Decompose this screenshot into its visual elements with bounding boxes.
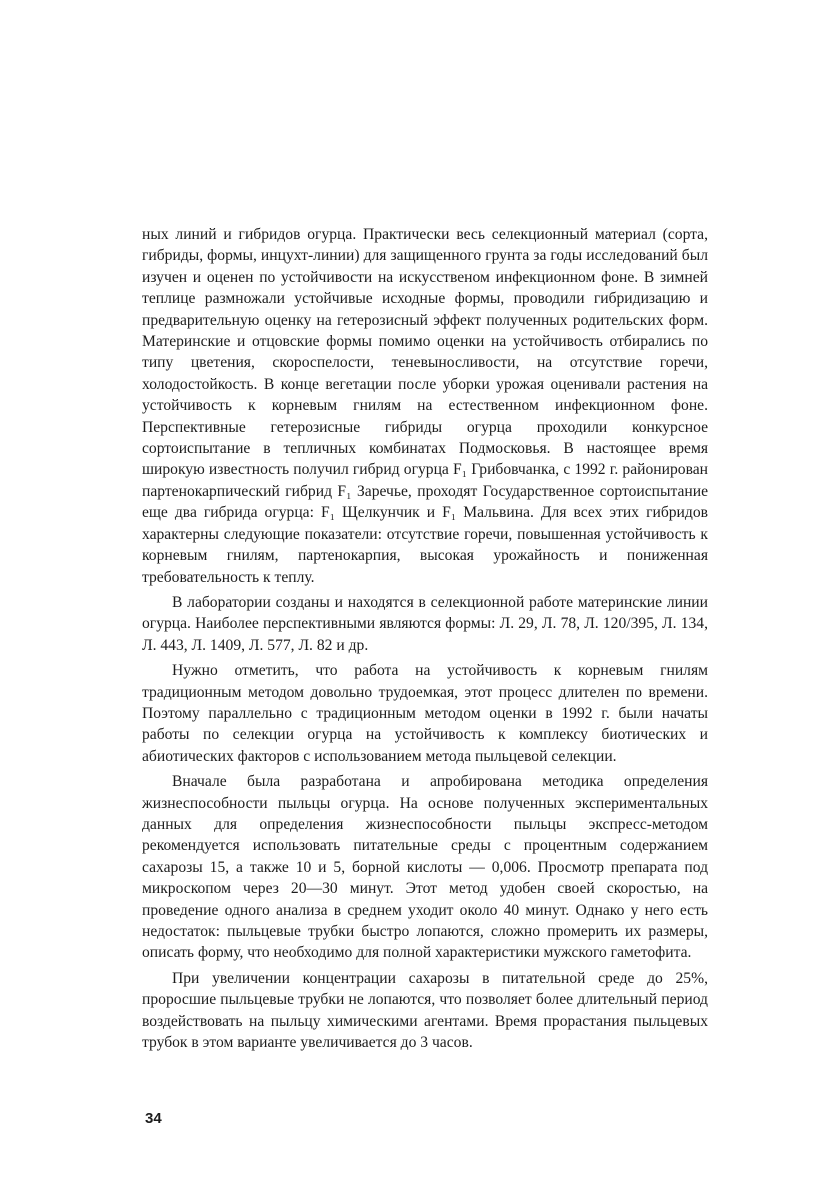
- page-number: 34: [145, 1110, 162, 1127]
- paragraph-2: В лаборатории созданы и находятся в селекционной работе материнские линии огурца. Наиболее перспективными являются формы: Л. 29, Л. 78, Л. 120/395, Л. 134, Л. 443, Л. 1409, Л. 577, Л. 82 и др.: [142, 593, 708, 654]
- paragraph-1: ных линий и гибридов огурца. Практически весь селекционный материал (сорта, гибриды, формы, инцухт-линии) для защищенного грунта за годы исследований был изучен и оценен по устойчивости на искусственом инфекционном фоне. В зимней теплице размножали устойчивые исходные формы, проводили гибридизацию и предварительную оценку на гетерозисный эффект полученных родительских форм. Материнские и отцовские формы помимо оценки на устойчивость отбирались по типу цветения, скороспелости, теневыносливости, на отсутствие горечи, холодостойкость. В конце вегетации после уборки урожая оценивали растения на устойчивость к корневым гнилям на естественном инфекционном фоне. Перспективные гетерозисные гибриды огурца проходили конкурсное сортоиспытание в тепличных комбинатах Подмосковья. В настоящее время широкую известность получил гибрид огурца F₁ Грибовчанка, с 1992 г. районирован партенокарпический гибрид F₁ Заречье, проходят Государственное сортоиспытание еще два гибрида огурца: F₁ Щелкунчик и F₁ Мальвина. Для всех этих гибридов характерны следующие показатели: отсутствие горечи, повышенная устойчивость к корневым гнилям, партенокарпия, высокая урожайность и пониженная требовательность к теплу.: [142, 226, 708, 586]
- paragraph-4: Вначале была разработана и апробирована методика определения жизнеспособности пыльцы огурца. На основе полученных экспериментальных данных для определения жизнеспособности пыльцы экспресс-методом рекомендуется использовать питательные среды с процентным содержанием сахарозы 15, а также 10 и 5, борной кислоты — 0,006. Просмотр препарата под микроскопом через 20—30 минут. Этот метод удобен своей скоростью, на проведение одного анализа в среднем уходит около 40 минут. Однако у него есть недостаток: пыльцевые трубки быстро лопаются, сложно промерить их размеры, описать форму, что необходимо для полной характеристики мужского гаметофита.: [142, 773, 708, 962]
- paragraph-5: При увеличении концентрации сахарозы в питательной среде до 25%, проросшие пыльцевые трубки не лопаются, что позволяет более длительный период воздействовать на пыльцу химическими агентами. Время прорастания пыльцевых трубок в этом варианте увеличивается до 3 часов.: [142, 969, 708, 1052]
- body-text: [142, 224, 708, 1053]
- paragraph-3: Нужно отметить, что работа на устойчивость к корневым гнилям традиционным методом довольно трудоемкая, этот процесс длителен по времени. Поэтому параллельно с традиционным методом оценки в 1992 г. были начаты работы по селекции огурца на устойчивость к комплексу биотических и абиотических факторов с использованием метода пыльцевой селекции.: [142, 662, 708, 765]
